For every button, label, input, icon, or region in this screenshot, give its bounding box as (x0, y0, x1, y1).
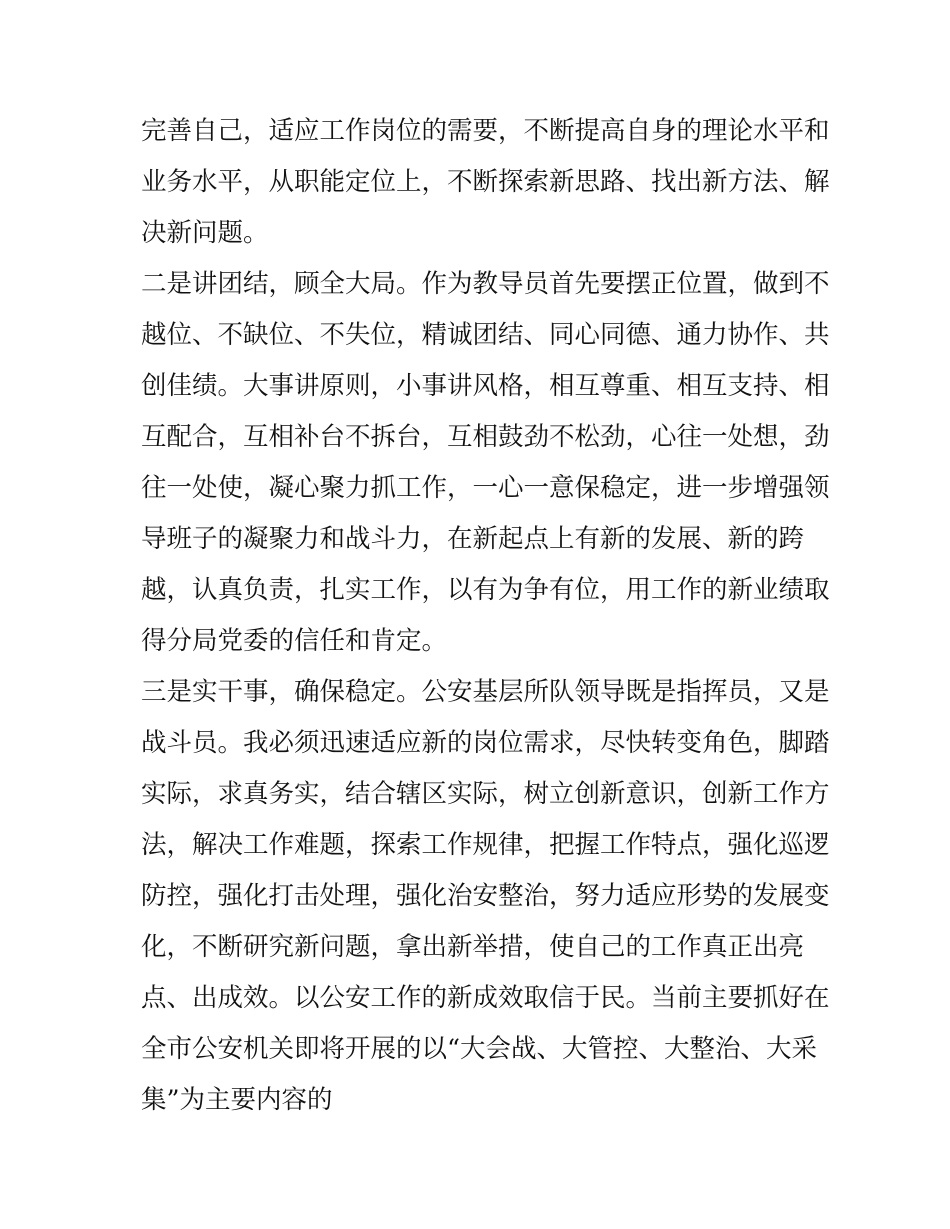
text-line: 集”为主要内容的 (141, 1085, 333, 1115)
text-line: 点、出成效。以公安工作的新成效取信于民。当前主要抓好在 (141, 983, 830, 1013)
text-line: 全市公安机关即将开展的以“大会战、大管控、大整治、大采 (141, 1034, 818, 1064)
body-text (141, 106, 830, 1126)
text-line: 战斗员。我必须迅速适应新的岗位需求，尽快转变角色，脚踏 (141, 728, 830, 758)
text-line: 越位、不缺位、不失位，精诚团结、同心同德、通力协作、共 (141, 320, 830, 350)
text-line: 往一处使，凝心聚力抓工作，一心一意保稳定，进一步增强领 (141, 473, 830, 503)
text-line: 二是讲团结，顾全大局。作为教导员首先要摆正位置，做到不 (141, 269, 830, 299)
text-line: 三是实干事，确保稳定。公安基层所队领导既是指挥员，又是 (141, 677, 830, 707)
text-line: 导班子的凝聚力和战斗力，在新起点上有新的发展、新的跨 (141, 524, 805, 554)
text-line: 完善自己，适应工作岗位的需要，不断提高自身的理论水平和 (141, 116, 830, 146)
text-line: 决新问题。 (141, 218, 269, 248)
text-line: 实际，求真务实，结合辖区实际，树立创新意识，创新工作方 (141, 779, 830, 809)
text-line: 创佳绩。大事讲原则，小事讲风格，相互尊重、相互支持、相 (141, 371, 830, 401)
text-line: 业务水平，从职能定位上，不断探索新思路、找出新方法、解 (141, 167, 830, 197)
text-line: 得分局党委的信任和肯定。 (141, 626, 448, 656)
text-line: 法，解决工作难题，探索工作规律，把握工作特点，强化巡逻 (141, 830, 830, 860)
text-line: 互配合，互相补台不拆台，互相鼓劲不松劲，心往一处想，劲 (141, 422, 830, 452)
text-line: 越，认真负责，扎实工作，以有为争有位，用工作的新业绩取 (141, 575, 830, 605)
text-line: 化，不断研究新问题，拿出新举措，使自己的工作真正出亮 (141, 932, 805, 962)
text-line: 防控，强化打击处理，强化治安整治，努力适应形势的发展变 (141, 881, 830, 911)
